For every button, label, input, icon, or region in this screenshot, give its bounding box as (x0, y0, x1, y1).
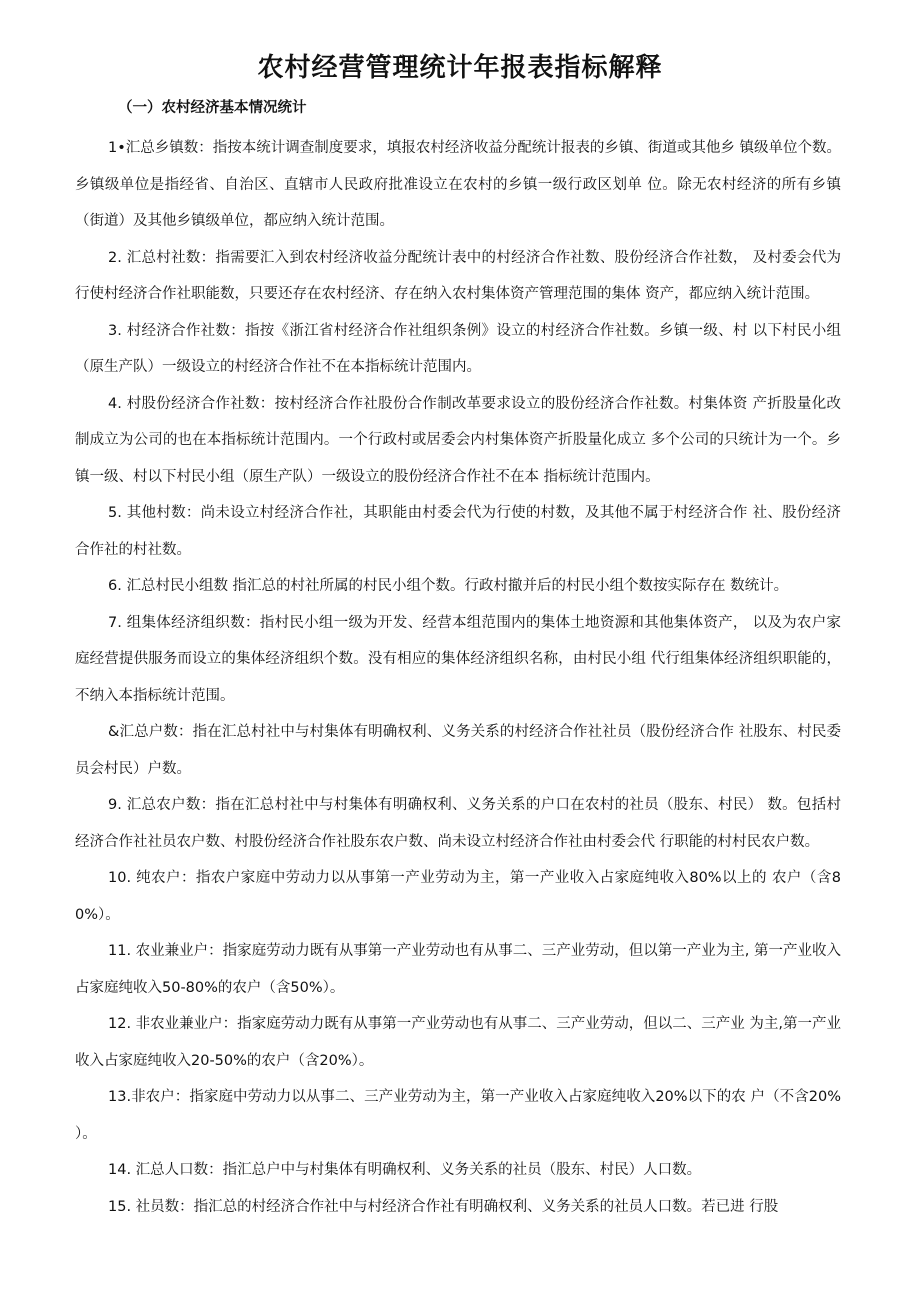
document-title: 农村经营管理统计年报表指标解释 (257, 53, 663, 83)
section-heading: （一）农村经济基本情况统计 (118, 100, 307, 116)
paragraph-5: 5. 其他村数：尚未设立村经济合作社，其职能由村委会代为行使的村数，及其他不属于村经济合作 社、股份经济合作社的村社数。 (75, 505, 841, 558)
paragraph-4: 4. 村股份经济合作社数：按村经济合作社股份合作制改革要求设立的股份经济合作社数。村集体资 产折股量化改制成立为公司的也在本指标统计范围内。一个行政村或居委会内村集体资产折股量化成立 多个公司的只统计为一个。乡镇一级、村以下村民小组（原生产队）一级设立的股份经济合作社不在本 指标统计范围内。 (75, 395, 841, 485)
paragraph-7: 7. 组集体经济组织数：指村民小组一级为开发、经营本组范围内的集体土地资源和其他集体资产， 以及为农户家庭经营提供服务而设立的集体经济组织个数。没有相应的集体经济组织名称，由村民小组 代行组集体经济组织职能的，不纳入本指标统计范围。 (75, 614, 841, 704)
paragraph-11: 11. 农业兼业户：指家庭劳动力既有从事第一产业劳动也有从事二、三产业劳动，但以第一产业为主, 第一产业收入占家庭纯收入50-80%的农户（含50%）。 (75, 943, 841, 996)
paragraph-15: 15. 社员数：指汇总的村经济合作社中与村经济合作社有明确权利、义务关系的社员人口数。若已进 行股 (108, 1198, 779, 1215)
paragraph-13: 13.非农户：指家庭中劳动力以从事二、三产业劳动为主，第一产业收入占家庭纯收入20%以下的农 户（不含20% ）。 (75, 1089, 841, 1142)
document-body (75, 130, 841, 1225)
paragraph-12: 12. 非农业兼业户：指家庭劳动力既有从事第一产业劳动也有从事二、三产业劳动，但以二、三产业 为主,第一产业收入占家庭纯收入20-50%的农户（含20%）。 (75, 1016, 841, 1069)
paragraph-10: 10. 纯农户：指农户家庭中劳动力以从事第一产业劳动为主，第一产业收入占家庭纯收入80%以上的 农户（含80%）。 (75, 870, 841, 923)
paragraph-8: &汇总户数：指在汇总村社中与村集体有明确权利、义务关系的村经济合作社社员（股份经济合作 社股东、村民委员会村民）户数。 (75, 724, 841, 777)
paragraph-9: 9. 汇总农户数：指在汇总村社中与村集体有明确权利、义务关系的户口在农村的社员（股东、村民） 数。包括村经济合作社社员农户数、村股份经济合作社股东农户数、尚未设立村经济合作社由村委会代 行职能的村村民农户数。 (75, 797, 841, 850)
paragraph-1: 1•汇总乡镇数：指按本统计调查制度要求，填报农村经济收益分配统计报表的乡镇、街道或其他乡 镇级单位个数。乡镇级单位是指经省、自治区、直辖市人民政府批准设立在农村的乡镇一级行政区划单 位。除无农村经济的所有乡镇（街道）及其他乡镇级单位，都应纳入统计范围。 (75, 140, 841, 229)
paragraph-2: 2. 汇总村社数：指需要汇入到农村经济收益分配统计表中的村经济合作社数、股份经济合作社数， 及村委会代为行使村经济合作社职能数，只要还存在农村经济、存在纳入农村集体资产管理范围的集体 资产，都应纳入统计范围。 (75, 249, 841, 302)
paragraph-3: 3. 村经济合作社数：指按《浙江省村经济合作社组织条例》设立的村经济合作社数。乡镇一级、村 以下村民小组（原生产队）一级设立的村经济合作社不在本指标统计范围内。 (75, 322, 841, 375)
paragraph-6: 6. 汇总村民小组数 指汇总的村社所属的村民小组个数。行政村撤并后的村民小组个数按实际存在 数统计。 (108, 578, 789, 594)
paragraph-14: 14. 汇总人口数：指汇总户中与村集体有明确权利、义务关系的社员（股东、村民）人口数。 (108, 1162, 702, 1178)
